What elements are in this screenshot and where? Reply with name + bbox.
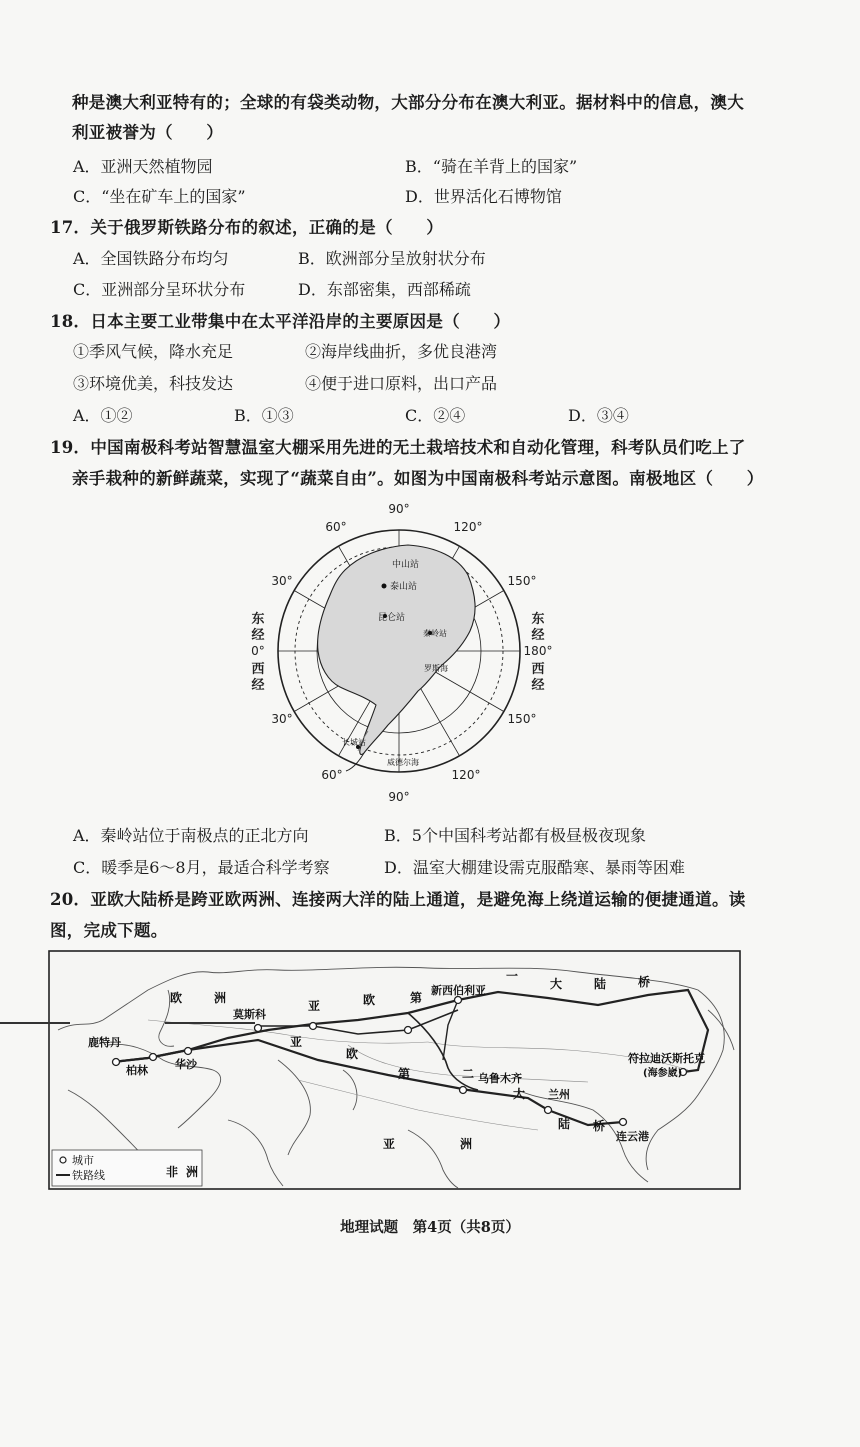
city-berlin-marker xyxy=(150,1054,157,1061)
ross-sea-label: 罗斯海 xyxy=(424,664,448,673)
city-warsaw-marker xyxy=(185,1048,192,1055)
antarctic-station-map xyxy=(240,495,560,805)
city-station-2-marker xyxy=(310,1023,317,1030)
lanzhou-label: 兰州 xyxy=(548,1088,570,1101)
kunlun-station-label: 昆仑站 xyxy=(378,613,406,623)
q17-option-b: B．欧洲部分呈放射状分布 xyxy=(298,249,486,268)
second-bridge-char-2: 欧 xyxy=(346,1047,359,1061)
west-longitude-right-2: 经 xyxy=(531,678,545,693)
zhongshan-station-label: 中山站 xyxy=(392,560,420,570)
europe-label-2: 洲 xyxy=(214,991,227,1005)
taishan-station-dot xyxy=(382,584,387,589)
first-bridge-char-4: 一 xyxy=(506,969,519,983)
antarctic-peninsula-tip xyxy=(346,753,364,771)
taishan-station-label: 泰山站 xyxy=(390,582,418,592)
first-bridge-char-5: 大 xyxy=(550,977,563,991)
east-longitude-left-2: 经 xyxy=(251,628,265,643)
q18-option-c: C．②④ xyxy=(405,406,466,425)
q18-option-b: B．①③ xyxy=(234,406,294,425)
warsaw-label: 华沙 xyxy=(175,1058,197,1071)
eurasian-land-bridge-map xyxy=(48,950,741,1190)
q16-stem-line1: 种是澳大利亚特有的；全球的有袋类动物，大部分分布在澳大利亚。据材料中的信息，澳大 xyxy=(72,93,744,112)
asia-label-2: 洲 xyxy=(460,1137,473,1151)
q18-statement-2: ②海岸线曲折，多优良港湾 xyxy=(305,342,498,361)
africa-label-1: 非 xyxy=(166,1165,179,1179)
antarctica-landmass xyxy=(318,545,475,755)
q18-stem: 18．日本主要工业带集中在太平洋沿岸的主要原因是（ ） xyxy=(50,312,511,331)
lon-label-30-lower: 30° xyxy=(271,712,293,726)
first-bridge-char-3: 第 xyxy=(410,991,423,1005)
scan-edge-mark-left xyxy=(0,1022,70,1024)
urumqi-label: 乌鲁木齐 xyxy=(478,1072,522,1085)
q16-option-a: A．亚洲天然植物园 xyxy=(73,157,213,176)
lianyungang-label: 连云港 xyxy=(616,1130,649,1143)
qinling-station-label: 秦岭站 xyxy=(423,629,447,638)
rotterdam-label: 鹿特丹 xyxy=(88,1036,121,1049)
first-bridge-char-7: 桥 xyxy=(638,975,651,989)
city-lianyungang-marker xyxy=(620,1119,627,1126)
first-bridge-char-6: 陆 xyxy=(594,977,607,991)
second-bridge-char-3: 第 xyxy=(398,1067,411,1081)
africa-label-2: 洲 xyxy=(186,1165,199,1179)
q16-stem-line2: 利亚被誉为（ ） xyxy=(72,123,224,142)
europe-label-1: 欧 xyxy=(170,991,183,1005)
weddell-sea-label: 威德尔海 xyxy=(387,758,419,767)
city-station-3-marker xyxy=(405,1027,412,1034)
berlin-label: 柏林 xyxy=(126,1064,148,1077)
q17-option-d: D．东部密集，西部稀疏 xyxy=(298,280,471,299)
q16-option-b: B．“骑在羊背上的国家” xyxy=(405,157,578,176)
west-longitude-right-1: 西 xyxy=(531,662,545,677)
haishenwai-label: (海参崴) xyxy=(643,1068,683,1079)
page-footer: 地理试题 第4页（共8页） xyxy=(340,1219,520,1236)
q19-stem-line2: 亲手栽种的新鲜蔬菜，实现了“蔬菜自由”。如图为中国南极科考站示意图。南极地区（ ） xyxy=(72,469,764,488)
second-bridge-char-6: 陆 xyxy=(558,1117,571,1131)
scan-edge-mark-right xyxy=(165,1022,255,1024)
lon-label-60-lower: 60° xyxy=(321,768,343,782)
lon-label-60-upper: 60° xyxy=(325,520,347,534)
q20-stem-line2: 图，完成下题。 xyxy=(50,921,168,940)
city-moscow-marker xyxy=(255,1025,262,1032)
city-urumqi-marker xyxy=(460,1087,467,1094)
q16-option-d: D．世界活化石博物馆 xyxy=(405,187,562,206)
moscow-label: 莫斯科 xyxy=(233,1008,266,1021)
west-longitude-left-1: 西 xyxy=(251,662,265,677)
legend-city-icon xyxy=(60,1157,66,1163)
second-bridge-char-4: 二 xyxy=(462,1067,475,1081)
lon-label-180: 180° xyxy=(523,644,553,658)
lon-label-top: 90° xyxy=(388,502,410,516)
city-novosibirsk-marker xyxy=(455,997,462,1004)
second-bridge-char-5: 大 xyxy=(513,1087,526,1101)
q18-option-a: A．①② xyxy=(73,406,133,425)
lon-label-150-lower: 150° xyxy=(507,712,537,726)
first-bridge-char-1: 亚 xyxy=(308,999,321,1013)
city-rotterdam-marker xyxy=(113,1059,120,1066)
q18-statement-4: ④便于进口原料，出口产品 xyxy=(305,374,498,393)
asia-label-1: 亚 xyxy=(383,1137,396,1151)
second-bridge-char-1: 亚 xyxy=(290,1035,303,1049)
q18-statement-3: ③环境优美，科技发达 xyxy=(73,374,234,393)
east-longitude-right-2: 经 xyxy=(531,628,545,643)
q18-statement-1: ①季风气候，降水充足 xyxy=(73,342,234,361)
q19-option-d: D．温室大棚建设需克服酷寒、暴雨等困难 xyxy=(384,858,685,877)
lon-label-120-upper: 120° xyxy=(453,520,483,534)
q19-stem-line1: 19．中国南极科考站智慧温室大棚采用先进的无土栽培技术和自动化管理，科考队员们吃上了 xyxy=(50,438,746,457)
legend-railway-label: 铁路线 xyxy=(72,1169,105,1182)
east-longitude-left-1: 东 xyxy=(251,612,265,627)
west-longitude-left-2: 经 xyxy=(251,678,265,693)
lon-label-30-upper: 30° xyxy=(271,574,293,588)
q20-stem-line1: 20．亚欧大陆桥是跨亚欧两洲、连接两大洋的陆上通道，是避免海上绕道运输的便捷通道。读 xyxy=(50,890,746,909)
q18-option-d: D．③④ xyxy=(568,406,629,425)
lon-label-120-lower: 120° xyxy=(451,768,481,782)
q19-option-b: B．5个中国科考站都有极昼极夜现象 xyxy=(384,826,646,845)
q17-option-a: A．全国铁路分布均匀 xyxy=(73,249,229,268)
east-longitude-right-1: 东 xyxy=(531,612,545,627)
vladivostok-label: 符拉迪沃斯托克 xyxy=(628,1052,705,1065)
changcheng-station-label: 长城站 xyxy=(342,738,366,747)
q19-option-c: C．暖季是6～8月，最适合科学考察 xyxy=(73,858,330,877)
legend-city-label: 城市 xyxy=(72,1154,94,1167)
q19-option-a: A．秦岭站位于南极点的正北方向 xyxy=(73,826,309,845)
novosibirsk-label: 新西伯利亚 xyxy=(431,984,486,997)
lon-label-150-upper: 150° xyxy=(507,574,537,588)
city-lanzhou-marker xyxy=(545,1107,552,1114)
second-bridge-char-7: 桥 xyxy=(593,1119,606,1133)
q17-stem: 17．关于俄罗斯铁路分布的叙述，正确的是（ ） xyxy=(50,218,444,237)
lon-label-bottom: 90° xyxy=(388,790,410,804)
first-bridge-char-2: 欧 xyxy=(363,993,376,1007)
lon-label-0: 0° xyxy=(251,644,265,658)
q16-option-c: C．“坐在矿车上的国家” xyxy=(73,187,246,206)
q17-option-c: C．亚洲部分呈环状分布 xyxy=(73,280,246,299)
